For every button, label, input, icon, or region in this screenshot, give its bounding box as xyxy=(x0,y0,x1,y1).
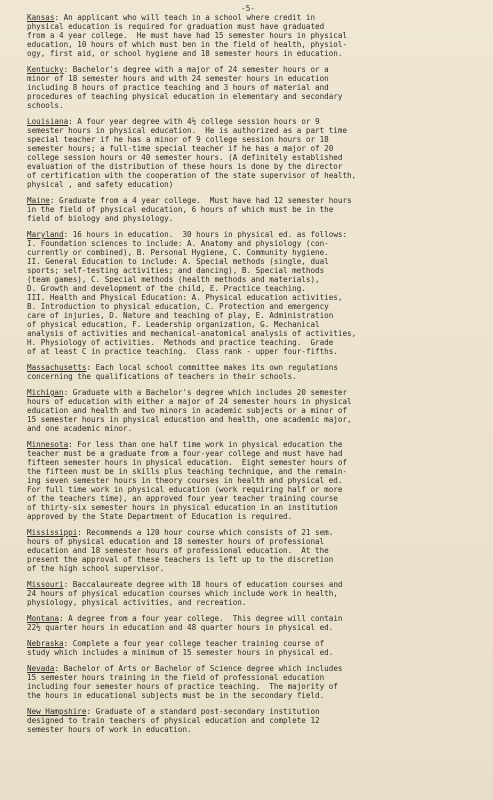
entry-line: including 8 hours of practice teaching and 3 hours of material and xyxy=(27,83,329,92)
entry-line: in the field of physical education, 6 hours of which must be in the xyxy=(27,205,334,214)
entry-line: currently or combined), B. Personal Hygiene, C. Community hygiene. xyxy=(27,248,329,257)
entry-text: : Bachelor of Arts or Bachelor of Science degree which includes xyxy=(54,664,343,673)
state-entry xyxy=(27,363,469,381)
state-name: Nevada xyxy=(27,664,55,673)
state-entry xyxy=(27,580,469,607)
entry-text: : Graduate from a 4 year college. Must have had 12 semester hours xyxy=(49,196,352,205)
entry-text: : For less than one half time work in physical education the xyxy=(68,440,343,449)
entry-line: (team games), C. Special methods (health methods and materials), xyxy=(27,275,320,284)
entry-text: : A degree from a four year college. This degree will contain xyxy=(59,614,343,623)
entry-line: study which includes a minimum of 15 semester hours in physical ed. xyxy=(27,648,334,657)
entry-line xyxy=(27,614,469,623)
state-name: Massachusetts xyxy=(27,363,87,372)
state-name: New Hampshire xyxy=(27,707,87,716)
entry-line: of the teachers time), an approved four year teacher training course xyxy=(27,494,338,503)
entry-text: : Graduate with a Bachelor's degree which includes 20 semester xyxy=(63,388,348,397)
entry-line xyxy=(27,440,469,449)
entry-line: semester hours; a full-time special teacher if he has a major of 20 xyxy=(27,144,334,153)
state-entry xyxy=(27,13,469,58)
entry-line xyxy=(27,528,469,537)
entry-line: minor of 18 semester hours and with 24 semester hours in education xyxy=(27,74,329,83)
entry-line: III. Health and Physical Education: A. Physical education activities, xyxy=(27,293,343,302)
entry-text: : Graduate of a standard post-secondary institution xyxy=(86,707,320,716)
entry-line: hours of physical education and 18 semester hours of professional xyxy=(27,537,325,546)
entry-line: analysis of activities and mechanical-anatomical analysis of activities, xyxy=(27,329,357,338)
entry-line: 22½ quarter hours in education and 48 quarter hours in physical ed. xyxy=(27,623,334,632)
state-name: Minnesota xyxy=(27,440,69,449)
entry-line xyxy=(27,117,469,126)
entry-line: approved by the State Department of Education is required. xyxy=(27,512,293,521)
state-name: Missouri xyxy=(27,580,64,589)
entry-line: 15 semester hours in physical education and health, one academic major, xyxy=(27,415,352,424)
entry-text: : Baccalaureate degree with 18 hours of education courses and xyxy=(63,580,343,589)
entry-line: physical , and safety education) xyxy=(27,180,174,189)
state-name: Montana xyxy=(27,614,60,623)
entry-line: procedures of teaching physical education in elementary and secondary xyxy=(27,92,343,101)
entry-line: II. General Education to include: A. Special methods (single, dual xyxy=(27,257,329,266)
entry-line: D. Growth and development of the child, E. Practice teaching. xyxy=(27,284,306,293)
entry-text: : An applicant who will teach in a school where credit in xyxy=(54,13,316,22)
entry-line: sports; self-testing activities; and dancing), B. Special methods xyxy=(27,266,325,275)
entry-line: physiology, physical activities, and recreation. xyxy=(27,598,247,607)
entry-text: : Bachelor's degree with a major of 24 semester hours or a xyxy=(63,65,329,74)
entry-line: B. Introduction to physical education, C. Protection and emergency xyxy=(27,302,329,311)
state-name: Kentucky xyxy=(27,65,64,74)
entry-line: college session hours or 40 semester hours. (A definitely established xyxy=(27,153,343,162)
entry-line xyxy=(27,230,469,239)
state-entry xyxy=(27,440,469,521)
state-entry xyxy=(27,707,469,734)
entry-text: : A four year degree with 4½ college session hours or 9 xyxy=(68,117,320,126)
entry-line: of the high school supervisor. xyxy=(27,564,165,573)
state-entry xyxy=(27,117,469,189)
entry-line xyxy=(27,707,469,716)
entry-line: For full time work in physical education (work requiring half or more xyxy=(27,485,343,494)
entry-line: hours of education with either a major of 24 semester hours in physical xyxy=(27,397,352,406)
entry-line: physical education is required for graduation must have graduated xyxy=(27,22,325,31)
entry-line: semester hours in physical education. He is authorized as a part time xyxy=(27,126,348,135)
entry-line: the fifteen must be in skills plus teaching technique, and the remain- xyxy=(27,467,348,476)
state-requirements-list xyxy=(27,13,469,734)
entry-line: of certification with the cooperation of the state supervisor of health, xyxy=(27,171,357,180)
entry-line xyxy=(27,664,469,673)
entry-line: concerning the qualifications of teachers in their schools. xyxy=(27,372,297,381)
entry-line: teacher must be a graduate from a four-year college and must have had xyxy=(27,449,343,458)
entry-line: education and health and two minors in academic subjects or a minor of xyxy=(27,406,348,415)
state-entry xyxy=(27,65,469,110)
state-name: Maine xyxy=(27,196,50,205)
entry-text: : Complete a four year college teacher training course of xyxy=(63,639,325,648)
entry-line: education, 10 hours of which must ben in the field of health, physiol- xyxy=(27,40,348,49)
state-name: Nebraska xyxy=(27,639,64,648)
entry-line: care of injuries, D. Nature and teaching of play, E. Administration xyxy=(27,311,334,320)
state-name: Maryland xyxy=(27,230,64,239)
entry-line: schools. xyxy=(27,101,64,110)
state-name: Mississippi xyxy=(27,528,78,537)
entry-line: 15 semester hours training in the field of professional education xyxy=(27,673,325,682)
entry-line: special teacher if he has a minor of 9 college session hours or 18 xyxy=(27,135,329,144)
state-entry xyxy=(27,528,469,573)
state-entry xyxy=(27,664,469,700)
page-number: -5- xyxy=(241,4,255,13)
entry-line: ogy, first aid, or school hygiene and 18 semester hours in education. xyxy=(27,49,343,58)
entry-line: of physical education, F. Leadership organization, G. Mechanical xyxy=(27,320,320,329)
entry-line: I. Foundation sciences to include: A. Anatomy and physiology (con- xyxy=(27,239,329,248)
entry-line: of at least C in practice teaching. Class rank - upper four-fifths. xyxy=(27,347,338,356)
entry-line: education and 18 semester hours of professional education. At the xyxy=(27,546,329,555)
entry-line xyxy=(27,388,469,397)
entry-line xyxy=(27,65,469,74)
entry-line xyxy=(27,13,469,22)
entry-line xyxy=(27,580,469,589)
entry-line: the hours in educational subjects must be in the secondary field. xyxy=(27,691,325,700)
entry-line: present the approval of these teachers is left up to the discretion xyxy=(27,555,334,564)
state-name: Louisiana xyxy=(27,117,69,126)
entry-line: including four semester hours of practice teaching. The majority of xyxy=(27,682,338,691)
entry-line: evaluation of the distribution of these hours is done by the director xyxy=(27,162,343,171)
entry-text: : Recommends a 120 hour course which consists of 21 sem. xyxy=(77,528,334,537)
entry-line: 24 hours of physical education courses which include work in health, xyxy=(27,589,338,598)
entry-line: semester hours of work in education. xyxy=(27,725,192,734)
entry-line: fifteen semester hours in physical education. Eight semester hours of xyxy=(27,458,348,467)
state-name: Michigan xyxy=(27,388,64,397)
state-entry xyxy=(27,196,469,223)
entry-line: from a 4 year college. He must have had 15 semester hours in physical xyxy=(27,31,348,40)
state-name: Kansas xyxy=(27,13,55,22)
entry-line xyxy=(27,639,469,648)
entry-line xyxy=(27,363,469,372)
entry-line: ing seven semester hours in theory courses in health and physical ed. xyxy=(27,476,343,485)
state-entry xyxy=(27,614,469,632)
entry-line xyxy=(27,196,469,205)
entry-line: H. Physiology of activities. Methods and practice teaching. Grade xyxy=(27,338,334,347)
state-entry xyxy=(27,388,469,433)
entry-line: and one academic minor. xyxy=(27,424,133,433)
entry-line: field of biology and physiology. xyxy=(27,214,174,223)
entry-text: : 16 hours in education. 30 hours in physical ed. as follows: xyxy=(63,230,348,239)
entry-line: of thirty-six semester hours in physical education in an institution xyxy=(27,503,338,512)
state-entry xyxy=(27,639,469,657)
state-entry xyxy=(27,230,469,356)
entry-line: designed to train teachers of physical education and complete 12 xyxy=(27,716,320,725)
entry-text: : Each local school committee makes its own regulations xyxy=(86,363,338,372)
